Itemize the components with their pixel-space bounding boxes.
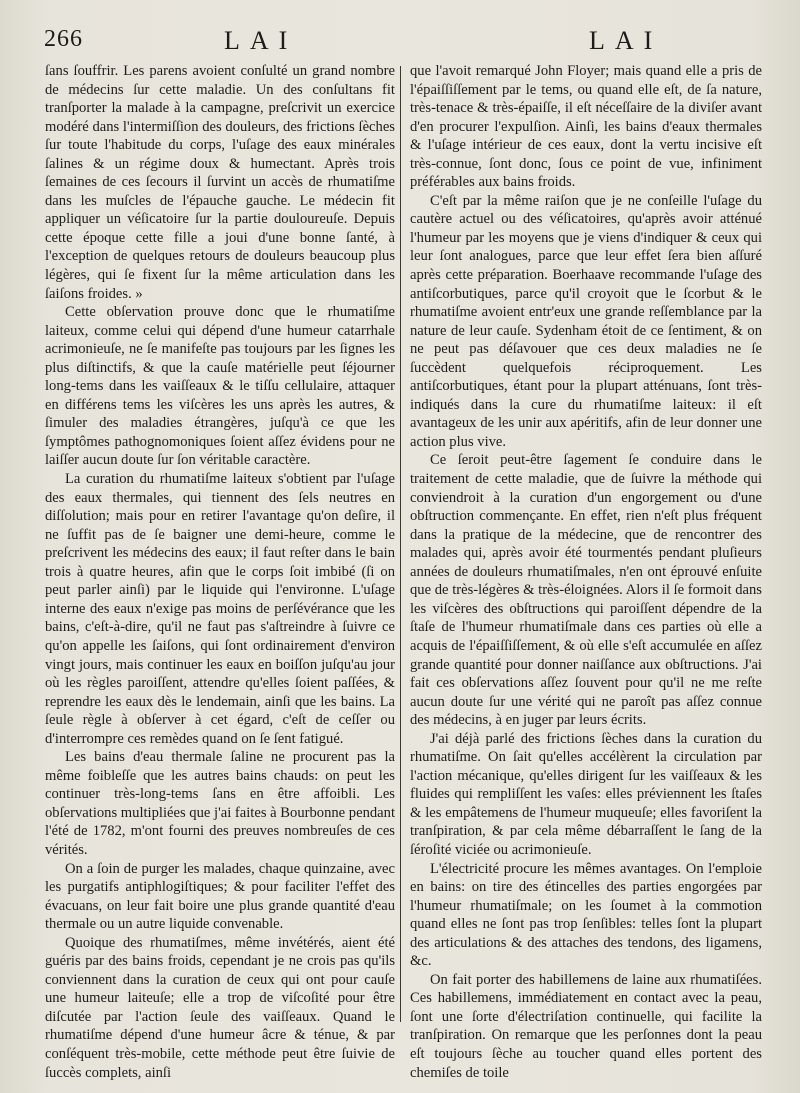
- paragraph: C'eſt par la même raiſon que je ne conſeille l'uſage du cautère actuel ou des véſicatoires, qu'après avoir atténué l'humeur par les moyens que je viens d'indiquer & ceux qui leur ſont analogues, parce que leur effet ſera bien aſſuré après cette préparation. Boerhaave recommande l'uſage des antiſcorbutiques, parce qu'il croyoit que le ſcorbut & le rhumatiſme avoient entr'eux une grande reſſemblance par la nature de leur cauſe. Sydenham étoit de ce ſentiment, & on ne peut pas déſavouer que ces deux maladies ne ſe ſuccèdent quelquefois réciproquement. Les antiſcorbutiques, étant pour la plupart atténuans, ſont très-indiqués dans la cure du rhumatiſme laiteux: il eſt avantageux de les unir aux apéritifs, afin de leur donner une action plus vive.: [410, 192, 762, 450]
- paragraph: J'ai déjà parlé des frictions ſèches dans la curation du rhumatiſme. On ſait qu'elles accélèrent la circulation par l'action mécanique, qu'elles dirigent ſur les vaiſſeaux & les fluides qui rempliſſent les vaſes: elles préviennent les ſtaſes & les empâtemens de l'humeur muqueuſe; elles favoriſent la tranſpiration, & par cela même débarraſſent le ſang de la ſéroſité viciée ou acrimonieuſe.: [410, 730, 762, 858]
- right-column: [410, 62, 762, 1082]
- paragraph: Quoique des rhumatiſmes, même invétérés, aient été guéris par des bains froids, cependant je ne crois pas qu'ils conviennent dans la curation de ceux qui ont pour cauſe une humeur laiteuſe; elle a trop de viſcoſité pour être diſcutée par l'action ſeule des vaiſſeaux. Quand le rhumatiſme dépend d'une humeur âcre & ténue, & par conſéquent très-mobile, cette méthode peut être ſuivie de ſuccès complets, ainſi: [45, 934, 395, 1081]
- column-rule: [400, 66, 401, 1022]
- paragraph: L'électricité procure les mêmes avantages. On l'emploie en bains: on tire des étincelles des parties engorgées par l'humeur rhumatiſmale; on les ſoumet à la commotion quand elles ne ſont pas trop ſenſibles: telles ſont la plupart des articulations & des attaches des tendons, des ligamens, &c.: [410, 860, 762, 970]
- page-number: 266: [44, 26, 83, 52]
- paragraph: On fait porter des habillemens de laine aux rhumatiſées. Ces habillemens, immédiatement en contact avec la peau, ſont une ſorte d'électriſation continuelle, qui facilite la tranſpiration. On remarque que les perſonnes dont la peau eſt toujours ſèche au toucher quand elles portent des chemiſes de toile: [410, 971, 762, 1081]
- paragraph: La curation du rhumatiſme laiteux s'obtient par l'uſage des eaux thermales, qui tiennent des ſels neutres en diſſolution; mais pour en retirer l'avantage qu'on deſire, il ne ſuffit pas de ſe baigner une demi-heure, comme le preſcrivent les médecins des eaux; il faut reſter dans le bain trois à quatre heures, afin que le corps ſoit imbibé (ſi on peut parler ainſi) par le liquide qui l'environne. L'uſage interne des eaux n'exige pas moins de perſévérance que les bains, c'eſt-à-dire, qu'il ne faut pas s'aſtreindre à ſuivre ce qu'on appelle les ſaiſons, qui ſont ordinairement d'environ vingt jours, mais continuer les eaux en boiſſon juſqu'au jour où les règles paroiſſent, attendre qu'elles ſoient paſſées, & reprendre les eaux dès le lendemain, ainſi que les bains. La ſeule règle à obſerver à cet égard, c'eſt de ceſſer ou d'interrompre ces remèdes quand on ſe ſent fatigué.: [45, 471, 395, 747]
- paragraph: Cette obſervation prouve donc que le rhumatiſme laiteux, comme celui qui dépend d'une humeur catarrhale acrimonieuſe, ne ſe manifeſte pas toujours par les ſignes les plus diſtinctifs, & que la cauſe matérielle peut ſéjourner long-tems dans les vaiſſeaux & le tiſſu cellulaire, attaquer en différens tems les viſcères les uns après les autres, & ſimuler des maladies étrangères, juſqu'à ce que les ſymptômes pathognomoniques ſoient aſſez évidens pour ne laiſſer aucun doute ſur ſon véritable caractère.: [45, 304, 395, 469]
- paragraph: Les bains d'eau thermale ſaline ne procurent pas la même foibleſſe que les autres bains chauds: on peut les continuer très-long-tems ſans en être affoibli. Les obſervations multipliées que j'ai faites à Bourbonne pendant l'été de 1782, m'ont fourni des preuves nombreuſes de ces vérités.: [45, 749, 395, 858]
- paragraph: que l'avoit remarqué John Floyer; mais quand elle a pris de l'épaiſſiſſement par le tems, ou quand elle eſt, de ſa nature, très-tenace & très-épaiſſe, il eſt néceſſaire de la diviſer avant d'en procurer l'expulſion. Ainſi, les bains d'eaux thermales & l'uſage intérieur de ces eaux, dont la vertu incisive eſt très-connue, ſont donc, ſous ce point de vue, infiniment préférables aux bains froids.: [410, 63, 762, 191]
- paragraph: Ce ſeroit peut-être ſagement ſe conduire dans le traitement de cette maladie, que de ſuivre la méthode qui conviendroit à la curation d'un engorgement ou d'une obſtruction commençante. En effet, rien n'eſt plus fréquent dans la pratique de la médecine, que de rencontrer des malades qui, après avoir été tourmentés pendant pluſieurs années de douleurs rhumatiſmales, n'en ont éprouvé enſuite que de très-légères & très-éloignées. Alors il ſe formoit dans les viſcères des obſtructions qui paroiſſent dépendre de la ſtaſe de l'humeur rhumatiſmale dans ces parties où elle a acquis de l'épaiſſiſſement, & où elle s'eſt accumulée en aſſez grande quantité pour donner naiſſance aux obſtructions. J'ai fait ces obſervations aſſez ſouvent pour qu'il ne me reſte aucun doute ſur une vérité qui ne paroît pas aſſez connue des médecins, à en juger par leurs écrits.: [410, 452, 762, 729]
- page-header: [44, 24, 784, 58]
- running-head-left: LAI: [224, 26, 298, 55]
- left-column: [45, 62, 395, 1082]
- paragraph: ſans ſouffrir. Les parens avoient conſulté un grand nombre de médecins ſur cette maladie. Un des conſultans fit tranſporter la malade à la campagne, preſcrivit un exercice modéré dans l'intermiſſion des douleurs, des frictions ſèches ſur toute l'habitude du corps, l'uſage des eaux minérales ſalines & un régime doux & humectant. Après trois ſemaines de ces ſecours il ſurvint un accès de rhumatiſme dans les muſcles de l'épauche gauche. Le médecin fit appliquer un véſicatoire ſur la partie douloureuſe. Depuis cette époque cette fille a joui d'une bonne ſanté, à l'exception de quelques retours de douleurs beaucoup plus légères, qui ſe fixent ſur la même articulation dans les ſaiſons froides. »: [45, 63, 395, 302]
- running-head-right: LAI: [589, 26, 663, 55]
- paragraph: On a ſoin de purger les malades, chaque quinzaine, avec les purgatifs antiphlogiſtiques; & pour faciliter l'effet des évacuans, on leur fait boire une plus grande quantité d'eau thermale ou un autre liquide convenable.: [45, 860, 395, 933]
